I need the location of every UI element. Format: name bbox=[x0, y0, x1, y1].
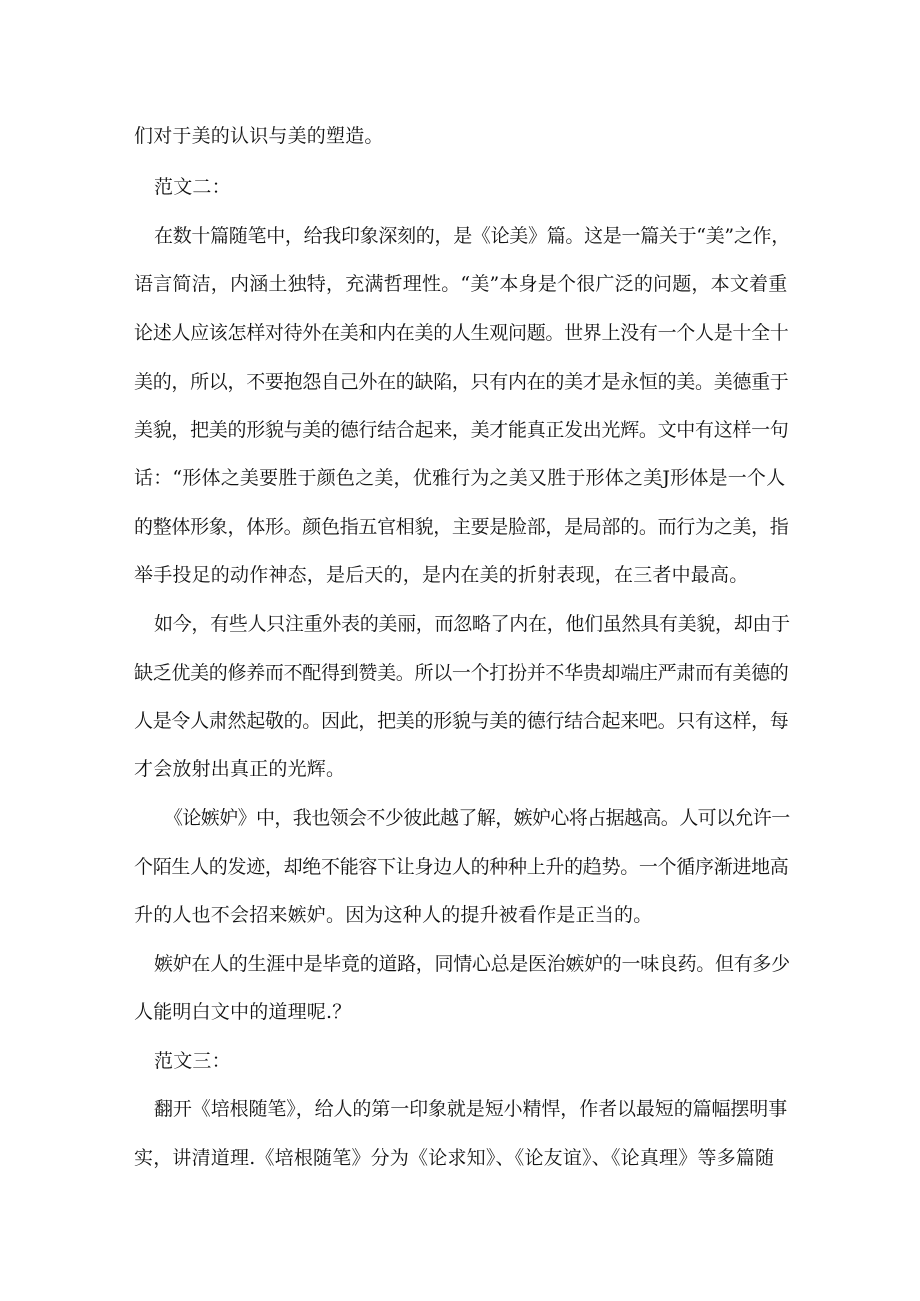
text-line: 升的人也不会招来嫉妒。因为这种人的提升被看作是正当的。 bbox=[134, 904, 653, 926]
text-line: 美的，所以，不要抱怨自己外在的缺陷，只有内在的美才是永恒的美。美德重于 bbox=[134, 371, 789, 393]
text-line: 翻开《培根随笔》，给人的第一印象就是短小精悍，作者以最短的篇幅摆明事 bbox=[154, 1098, 788, 1120]
text-line: 在数十篇随笔中，给我印象深刻的，是《论美》篇。这是一篇关于“美”之作， bbox=[154, 225, 790, 247]
text-line: 论述人应该怎样对待外在美和内在美的人生观问题。世界上没有一个人是十全十 bbox=[134, 322, 789, 344]
text-line: 人能明白文中的道理呢.？ bbox=[134, 1001, 352, 1023]
text-line: 举手投足的动作神态，是后天的，是内在美的折射表现，在三者中最高。 bbox=[134, 564, 749, 586]
section-heading: 范文二： bbox=[154, 176, 231, 198]
text-line: 的整体形象，体形。颜色指五官相貌，主要是脸部，是局部的。而行为之美，指 bbox=[134, 516, 789, 538]
text-line: 缺乏优美的修养而不配得到赞美。所以一个打扮并不华贵却端庄严肃而有美德的 bbox=[134, 662, 789, 684]
text-line: 才会放射出真正的光辉。 bbox=[134, 758, 346, 780]
text-line: 如今，有些人只注重外表的美丽，而忽略了内在，他们虽然具有美貌，却由于 bbox=[154, 613, 790, 635]
text-line: 语言简洁，内涵土独特，充满哲理性。“美”本身是个很广泛的问题，本文着重 bbox=[134, 273, 788, 295]
text-line: 实，讲清道理.《培根随笔》分为《论求知》、《论友谊》、《论真理》等多篇随 bbox=[134, 1147, 775, 1169]
text-line: 们对于美的认识与美的塑造。 bbox=[134, 125, 384, 147]
text-line: 话：“形体之美要胜于颜色之美，优雅行为之美又胜于形体之美J形体是一个人 bbox=[134, 467, 786, 489]
text-line: 人是令人肃然起敬的。因此，把美的形貌与美的德行结合起来吧。只有这样，每 bbox=[134, 710, 789, 732]
section-heading: 范文三： bbox=[154, 1050, 231, 1072]
text-line: 嫉妒在人的生涯中是毕竟的道路，同情心总是医治嫉妒的一味良药。但有多少 bbox=[154, 953, 790, 975]
text-line: 个陌生人的发迹，却绝不能容下让身边人的种种上升的趋势。一个循序渐进地高 bbox=[134, 856, 789, 878]
text-line: 《论嫉妒》中，我也领会不少彼此越了解，嫉妒心将占据越高。人可以允许一 bbox=[164, 807, 790, 829]
text-line: 美貌，把美的形貌与美的德行结合起来，美才能真正发出光辉。文中有这样一句 bbox=[134, 419, 789, 441]
